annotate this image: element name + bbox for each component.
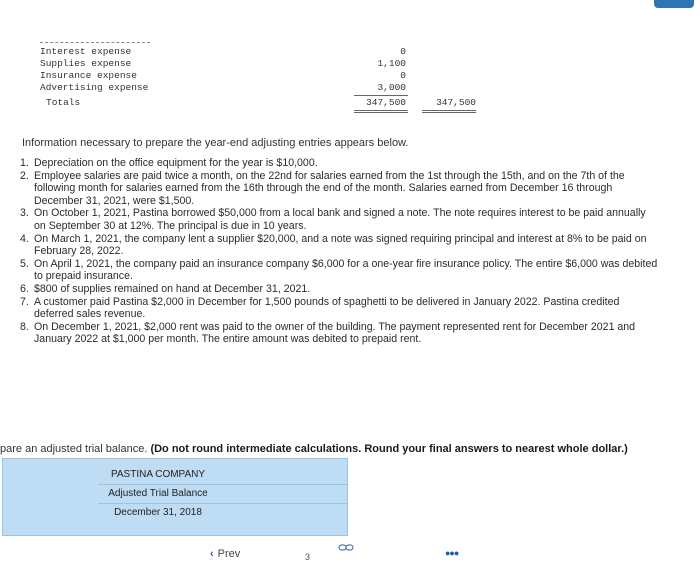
ledger-top-rule bbox=[40, 42, 150, 43]
company-name: PASTINA COMPANY bbox=[110, 469, 206, 480]
more-icon[interactable]: ●●● bbox=[445, 548, 459, 558]
adjustment-list bbox=[20, 157, 660, 346]
ledger-account-name: Advertising expense bbox=[40, 82, 149, 93]
item-text: A customer paid Pastina $2,000 in December for 1,500 pounds of spaghetti to be delivered in January 2022. Pastina credited deferred sales revenue. bbox=[34, 295, 620, 321]
header-divider bbox=[98, 484, 347, 485]
list-item bbox=[20, 321, 660, 346]
item-text: Employee salaries are paid twice a month, on the 22nd for salaries earned from the 1st through the 15th, and on the 7th of the following month for salaries earned from the 16th through the end of the month. Salaries earned from December 16 through December 31, 2021, were $1,500. bbox=[34, 169, 625, 207]
ledger-double-rule bbox=[354, 110, 408, 111]
prev-button[interactable] bbox=[210, 548, 240, 560]
ledger-subtotal-rule bbox=[354, 95, 408, 96]
item-text: On December 1, 2021, $2,000 rent was paid to the owner of the building. The payment represented rent for December 2021 and January 2022 at $1,000 per month. The entire amount was debited to prepaid rent. bbox=[34, 320, 636, 346]
list-item bbox=[20, 233, 660, 258]
item-text: $800 of supplies remained on hand at December 31, 2021. bbox=[34, 282, 311, 295]
list-item bbox=[20, 170, 660, 208]
list-item bbox=[20, 207, 660, 232]
ledger-fragment bbox=[36, 42, 476, 114]
ledger-total-debit: 347,500 bbox=[366, 97, 406, 108]
list-item bbox=[20, 157, 660, 170]
item-number: 4. bbox=[20, 232, 29, 245]
trial-balance-header bbox=[2, 458, 348, 536]
ledger-double-rule bbox=[422, 112, 476, 113]
header-divider bbox=[98, 503, 347, 504]
ledger-totals-label: Totals bbox=[46, 97, 81, 108]
statement-title: Adjusted Trial Balance bbox=[108, 488, 208, 499]
list-item bbox=[20, 296, 660, 321]
footer-nav bbox=[0, 548, 700, 563]
ledger-double-rule bbox=[422, 110, 476, 111]
item-number: 6. bbox=[20, 282, 29, 295]
chevron-left-icon: ‹ bbox=[210, 548, 214, 560]
list-item bbox=[20, 258, 660, 283]
item-number: 8. bbox=[20, 320, 29, 333]
ledger-debit-value: 1,100 bbox=[377, 58, 406, 69]
ledger-debit-value: 3,000 bbox=[377, 82, 406, 93]
ledger-account-name: Supplies expense bbox=[40, 58, 132, 69]
help-tab[interactable] bbox=[654, 0, 694, 8]
ledger-debit-value: 0 bbox=[400, 46, 406, 57]
item-number: 2. bbox=[20, 169, 29, 182]
item-text: On April 1, 2021, the company paid an insurance company $6,000 for a one-year fire insurance policy. The entire $6,000 was debited to prepaid insurance. bbox=[34, 257, 658, 283]
ledger-debit-value: 0 bbox=[400, 70, 406, 81]
item-text: On October 1, 2021, Pastina borrowed $50,000 from a local bank and signed a note. The note requires interest to be paid annually on September 30 at 12%. The principal is due in 10 years. bbox=[34, 207, 646, 232]
item-number: 7. bbox=[20, 295, 29, 308]
item-number: 1. bbox=[20, 157, 29, 169]
item-number: 5. bbox=[20, 257, 29, 270]
statement-date: December 31, 2018 bbox=[114, 507, 202, 518]
item-text: Depreciation on the office equipment for the year is $10,000. bbox=[34, 157, 318, 169]
ledger-account-name: Insurance expense bbox=[40, 70, 137, 81]
prev-label: Prev bbox=[217, 548, 241, 560]
item-text: On March 1, 2021, the company lent a supplier $20,000, and a note was signed requiring principal and interest at 8% to be paid on February 28, 2022. bbox=[34, 232, 647, 258]
link-icon[interactable] bbox=[338, 544, 354, 552]
ledger-account-name: Interest expense bbox=[40, 46, 132, 57]
page-number[interactable]: 3 bbox=[305, 552, 311, 562]
prompt-bold-note: (Do not round intermediate calculations. Round your final answers to nearest whole dollar.) bbox=[150, 443, 628, 455]
info-heading: Information necessary to prepare the year-end adjusting entries appears below. bbox=[22, 137, 409, 149]
ledger-double-rule bbox=[354, 112, 408, 113]
instruction-prompt bbox=[0, 443, 628, 455]
item-number: 3. bbox=[20, 207, 29, 220]
prompt-text: pare an adjusted trial balance. bbox=[0, 443, 151, 455]
ledger-total-credit: 347,500 bbox=[436, 97, 476, 108]
list-item bbox=[20, 283, 660, 296]
